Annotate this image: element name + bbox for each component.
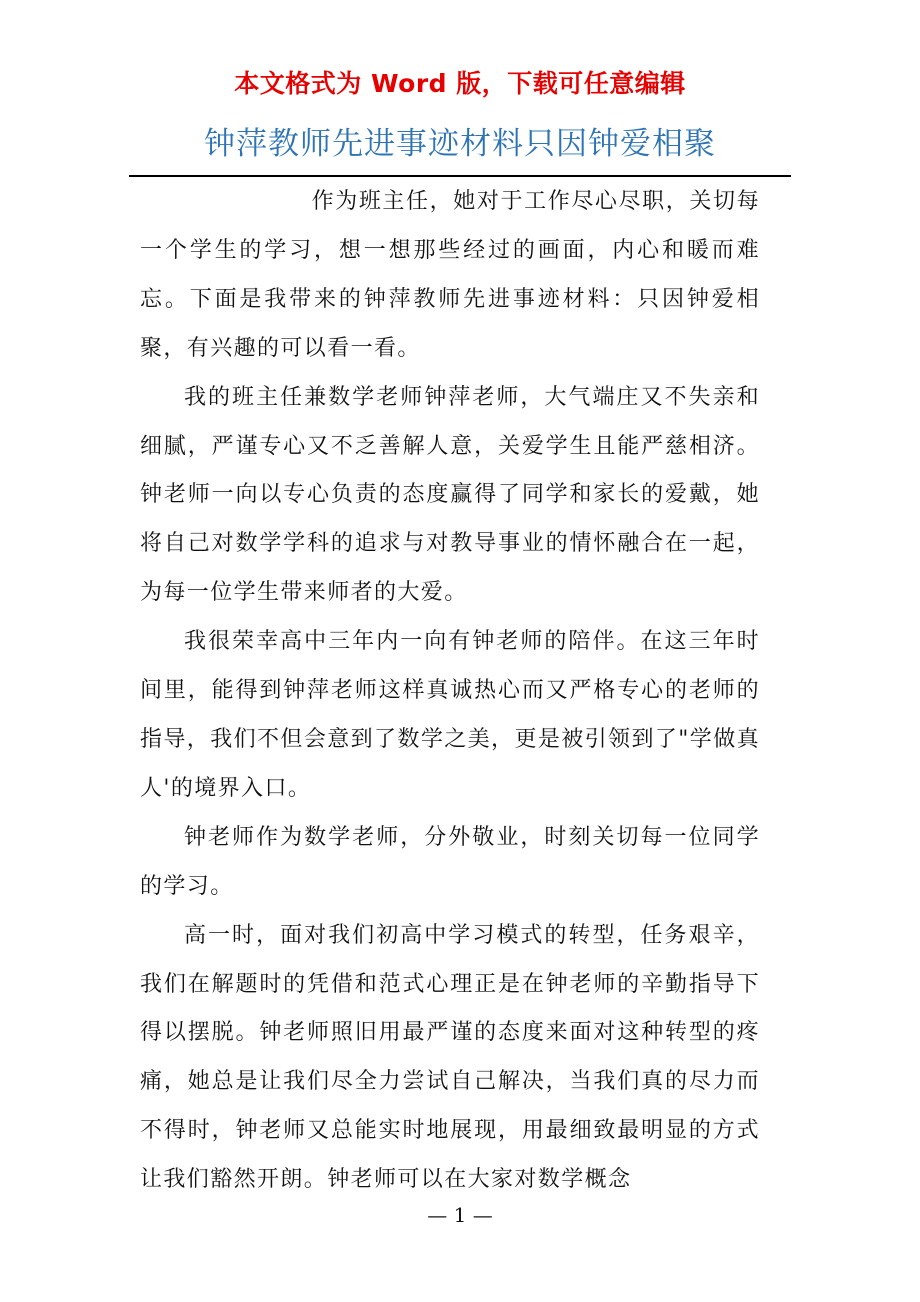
document-title: 钟萍教师先进事迹材料只因钟爱相聚 [204, 126, 716, 162]
body-paragraph: 钟老师作为数学老师，分外敬业，时刻关切每一位同学的学习。 [140, 824, 760, 899]
intro-paragraph: 作为班主任，她对于工作尽心尽职，关切每一个学生的学习，想一想那些经过的画面，内心和暖而难忘。下面是我带来的钟萍教师先进事迹材料：只因钟爱相聚，有兴趣的可以看一看。 [140, 189, 760, 361]
page-number: — 1 — [427, 1203, 493, 1227]
format-notice-banner: 本文格式为 Word 版，下载可任意编辑 [234, 69, 686, 98]
body-paragraph: 高一时，面对我们初高中学习模式的转型，任务艰辛，我们在解题时的凭借和范式心理正是在钟老师的辛勤指导下得以摆脱。钟老师照旧用最严谨的态度来面对这种转型的疼痛，她总是让我们尽全力尝试自己解决，当我们真的尽力而不得时，钟老师又总能实时地展现，用最细致最明显的方式让我们豁然开朗。钟老师可以在大家对数学概念 [140, 922, 760, 1193]
document-body [140, 178, 760, 1205]
body-paragraph: 我的班主任兼数学老师钟萍老师，大气端庄又不失亲和细腻，严谨专心又不乏善解人意，关爱学生且能严慈相济。钟老师一向以专心负责的态度赢得了同学和家长的爱戴，她将自己对数学学科的追求与对教导事业的情怀融合在一起，为每一位学生带来师者的大爱。 [140, 384, 760, 606]
title-divider [129, 175, 791, 177]
body-paragraph: 我很荣幸高中三年内一向有钟老师的陪伴。在这三年时间里，能得到钟萍老师这样真诚热心而又严格专心的老师的指导，我们不但会意到了数学之美，更是被引领到了"学做真人'的境界入口。 [140, 629, 760, 801]
